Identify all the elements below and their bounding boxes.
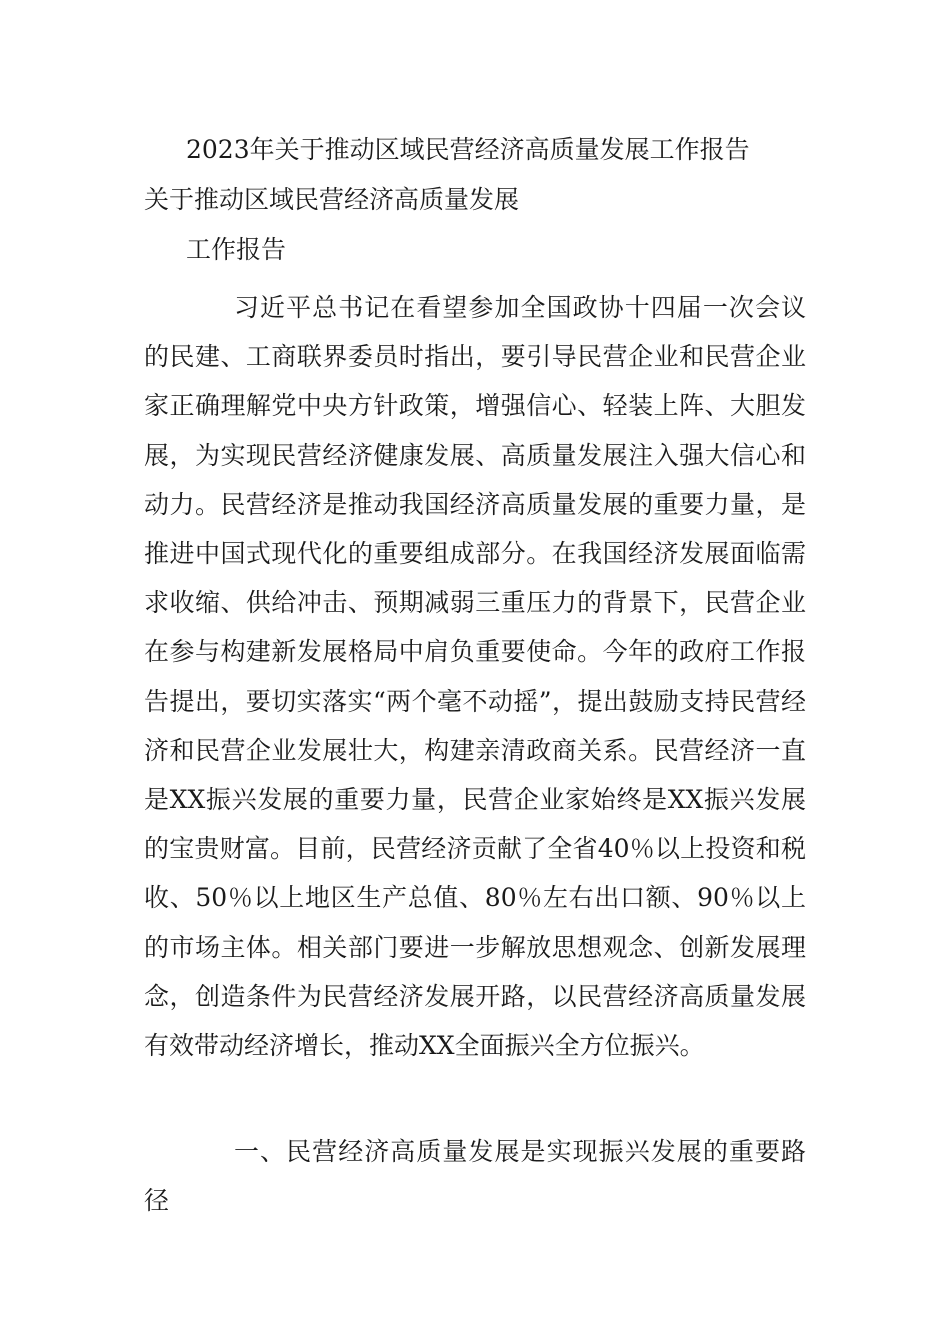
subtitle-line-2: 工作报告	[186, 235, 287, 264]
body-paragraph: 习近平总书记在看望参加全国政协十四届一次会议的民建、工商联界委员时指出，要引导民营企业和民营企业家正确理解党中央方针政策，增强信心、轻装上阵、大胆发展，为实现民营经济健康发展、高质量发展注入强大信心和动力。民营经济是推动我国经济高质量发展的重要力量，是推进中国式现代化的重要组成部分。在我国经济发展面临需求收缩、供给冲击、预期减弱三重压力的背景下，民营企业在参与构建新发展格局中肩负重要使命。今年的政府工作报告提出，要切实落实“两个毫不动摇”，提出鼓励支持民营经济和民营企业发展壮大，构建亲清政商关系。民营经济一直是XX振兴发展的重要力量，民营企业家始终是XX振兴发展的宝贵财富。目前，民营经济贡献了全省40％以上投资和税收、50％以上地区生产总值、80％左右出口额、90％以上的市场主体。相关部门要进一步解放思想观念、创新发展理念，创造条件为民营经济发展开路，以民营经济高质量发展有效带动经济增长，推动XX全面振兴全方位振兴。	[144, 293, 806, 1061]
section-heading: 一、民营经济高质量发展是实现振兴发展的重要路径	[144, 1137, 806, 1216]
document-title: 2023年关于推动区域民营经济高质量发展工作报告	[186, 135, 750, 164]
subtitle-line-1: 关于推动区域民营经济高质量发展	[144, 185, 520, 214]
